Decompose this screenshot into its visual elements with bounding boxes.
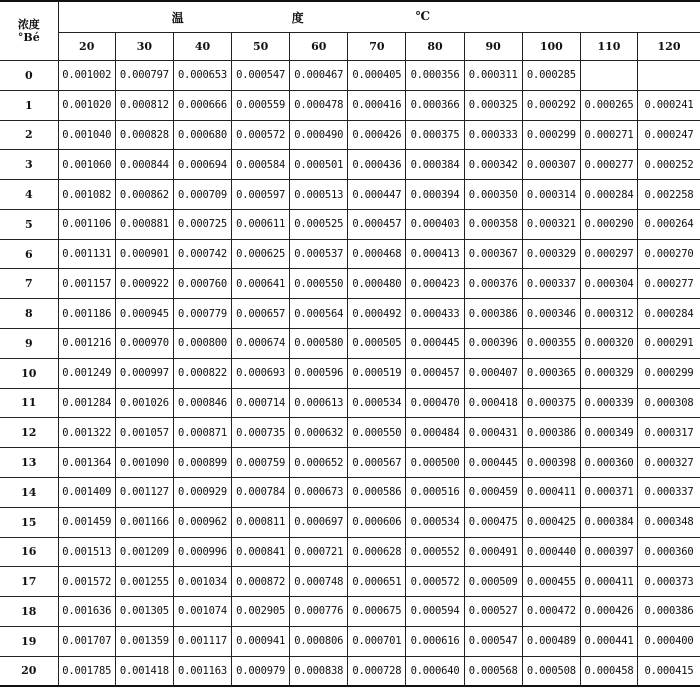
table-cell-value: 0.000290 <box>580 209 637 239</box>
table-cell-value: 0.000509 <box>464 567 522 597</box>
table-cell-value: 0.000440 <box>522 537 580 567</box>
table-cell-value: 0.000537 <box>290 239 348 269</box>
table-cell-value: 0.000311 <box>464 61 522 91</box>
row-label-concentration: 1 <box>0 90 58 120</box>
table-cell-value: 0.000445 <box>406 329 464 359</box>
table-cell-value: 0.000666 <box>173 90 231 120</box>
table-cell-value: 0.000640 <box>406 656 464 686</box>
column-header-temp: 60 <box>290 33 348 61</box>
table-cell-value: 0.000929 <box>173 477 231 507</box>
table-cell-value: 0.000492 <box>348 299 406 329</box>
table-row <box>0 507 700 537</box>
table-cell-value: 0.000748 <box>290 567 348 597</box>
table-cell-value: 0.001249 <box>58 358 115 388</box>
corner-label-unit: °Bé <box>17 31 40 44</box>
table-cell-value: 0.001459 <box>58 507 115 537</box>
table-cell-value: 0.000594 <box>406 597 464 627</box>
table-cell-value: 0.000425 <box>522 507 580 537</box>
table-cell-value: 0.000519 <box>348 358 406 388</box>
table-cell-value: 0.000252 <box>638 150 700 180</box>
column-header-temp: 120 <box>638 33 700 61</box>
table-cell-value: 0.000386 <box>464 299 522 329</box>
table-cell-value: 0.000811 <box>232 507 290 537</box>
column-header-temp: 90 <box>464 33 522 61</box>
column-header-temp: 80 <box>406 33 464 61</box>
table-row <box>0 626 700 656</box>
table-cell-value: 0.000475 <box>464 507 522 537</box>
table-cell-value: 0.000872 <box>232 567 290 597</box>
table-cell-value: 0.001117 <box>173 626 231 656</box>
row-label-concentration: 12 <box>0 418 58 448</box>
table-cell-value: 0.000400 <box>638 626 700 656</box>
table-row <box>0 299 700 329</box>
table-cell-value: 0.000632 <box>290 418 348 448</box>
table-cell-value: 0.000265 <box>580 90 637 120</box>
row-label-concentration: 0 <box>0 61 58 91</box>
table-cell-value: 0.000822 <box>173 358 231 388</box>
table-cell-value: 0.001409 <box>58 477 115 507</box>
table-cell-value: 0.000567 <box>348 448 406 478</box>
table-cell-value: 0.000247 <box>638 120 700 150</box>
table-cell-value: 0.000742 <box>173 239 231 269</box>
table-cell-value: 0.000308 <box>638 388 700 418</box>
table-cell-value: 0.000547 <box>232 61 290 91</box>
table-cell-value: 0.000572 <box>232 120 290 150</box>
table-cell-value: 0.002258 <box>638 180 700 210</box>
table-cell-value: 0.000415 <box>638 656 700 686</box>
table-cell-value: 0.000337 <box>638 477 700 507</box>
table-cell-value: 0.000396 <box>464 329 522 359</box>
table-cell-value: 0.000398 <box>522 448 580 478</box>
table-cell-value: 0.000841 <box>232 537 290 567</box>
table-cell-value: 0.000342 <box>464 150 522 180</box>
table-cell-value: 0.000277 <box>580 150 637 180</box>
table-cell-value: 0.000527 <box>464 597 522 627</box>
table-cell-value: 0.000327 <box>638 448 700 478</box>
table-cell-value: 0.000413 <box>406 239 464 269</box>
table-cell-value: 0.000714 <box>232 388 290 418</box>
table-cell-value: 0.001418 <box>115 656 173 686</box>
table-cell-value: 0.001040 <box>58 120 115 150</box>
table-cell-value: 0.000426 <box>348 120 406 150</box>
table-cell-value: 0.000552 <box>406 537 464 567</box>
table-cell-value: 0.000844 <box>115 150 173 180</box>
table-cell-value: 0.001322 <box>58 418 115 448</box>
table-cell-value: 0.000355 <box>522 329 580 359</box>
table-cell-value: 0.000371 <box>580 477 637 507</box>
column-header-temp: 100 <box>522 33 580 61</box>
table-cell-value: 0.000291 <box>638 329 700 359</box>
table-cell-value: 0.001131 <box>58 239 115 269</box>
table-cell-value: 0.000360 <box>638 537 700 567</box>
table-cell-value: 0.001572 <box>58 567 115 597</box>
table-cell-value: 0.000321 <box>522 209 580 239</box>
table-cell-value: 0.000701 <box>348 626 406 656</box>
table-cell-value: 0.000586 <box>348 477 406 507</box>
table-cell-value: 0.001127 <box>115 477 173 507</box>
table-cell-value: 0.000806 <box>290 626 348 656</box>
table-cell-value: 0.000367 <box>464 239 522 269</box>
table-cell-value: 0.000759 <box>232 448 290 478</box>
row-label-concentration: 6 <box>0 239 58 269</box>
temperature-label-char1: 温 <box>171 11 184 25</box>
table-cell-value: 0.000525 <box>290 209 348 239</box>
table-cell-value: 0.000407 <box>464 358 522 388</box>
table-cell-value: 0.000431 <box>464 418 522 448</box>
table-cell-value: 0.000500 <box>406 448 464 478</box>
table-cell-value: 0.002905 <box>232 597 290 627</box>
table-cell-value: 0.000613 <box>290 388 348 418</box>
table-cell-value: 0.000657 <box>232 299 290 329</box>
table-cell-value <box>580 61 637 91</box>
table-cell-value: 0.000871 <box>173 418 231 448</box>
table-cell-value: 0.000784 <box>232 477 290 507</box>
table-cell-value: 0.000264 <box>638 209 700 239</box>
table-cell-value: 0.000828 <box>115 120 173 150</box>
table-cell-value: 0.001255 <box>115 567 173 597</box>
table-cell-value: 0.000307 <box>522 150 580 180</box>
table-cell-value: 0.001002 <box>58 61 115 91</box>
row-label-concentration: 5 <box>0 209 58 239</box>
table-cell-value <box>638 61 700 91</box>
table-cell-value: 0.000436 <box>348 150 406 180</box>
table-cell-value: 0.000641 <box>232 269 290 299</box>
table-cell-value: 0.000455 <box>522 567 580 597</box>
table-cell-value: 0.000652 <box>290 448 348 478</box>
row-label-concentration: 2 <box>0 120 58 150</box>
table-cell-value: 0.000472 <box>522 597 580 627</box>
table-cell-value: 0.000470 <box>406 388 464 418</box>
table-cell-value: 0.000426 <box>580 597 637 627</box>
column-header-temp: 70 <box>348 33 406 61</box>
table-cell-value: 0.000358 <box>464 209 522 239</box>
table-cell-value: 0.000534 <box>406 507 464 537</box>
table-cell-value: 0.000797 <box>115 61 173 91</box>
table-cell-value: 0.000513 <box>290 180 348 210</box>
table-row <box>0 150 700 180</box>
table-cell-value: 0.000445 <box>464 448 522 478</box>
table-cell-value: 0.000611 <box>232 209 290 239</box>
table-cell-value: 0.000996 <box>173 537 231 567</box>
column-header-temp: 30 <box>115 33 173 61</box>
table-cell-value: 0.000447 <box>348 180 406 210</box>
table-cell-value: 0.000490 <box>290 120 348 150</box>
table-cell-value: 0.000776 <box>290 597 348 627</box>
temperature-header <box>58 1 700 33</box>
table-cell-value: 0.000559 <box>232 90 290 120</box>
table-row <box>0 120 700 150</box>
table-cell-value: 0.000376 <box>464 269 522 299</box>
table-cell-value: 0.000468 <box>348 239 406 269</box>
row-label-concentration: 18 <box>0 597 58 627</box>
table-cell-value: 0.000339 <box>580 388 637 418</box>
table-row <box>0 418 700 448</box>
table-cell-value: 0.000572 <box>406 567 464 597</box>
table-cell-value: 0.001082 <box>58 180 115 210</box>
table-cell-value: 0.001166 <box>115 507 173 537</box>
table-cell-value: 0.000423 <box>406 269 464 299</box>
table-cell-value: 0.000694 <box>173 150 231 180</box>
temperature-label-char2: 度 <box>291 11 304 25</box>
row-label-concentration: 16 <box>0 537 58 567</box>
table-cell-value: 0.001106 <box>58 209 115 239</box>
table-cell-value: 0.000384 <box>580 507 637 537</box>
table-cell-value: 0.000411 <box>522 477 580 507</box>
table-cell-value: 0.000597 <box>232 180 290 210</box>
row-label-concentration: 19 <box>0 626 58 656</box>
row-label-concentration: 4 <box>0 180 58 210</box>
table-cell-value: 0.000346 <box>522 299 580 329</box>
table-cell-value: 0.000997 <box>115 358 173 388</box>
table-cell-value: 0.000403 <box>406 209 464 239</box>
table-cell-value: 0.000304 <box>580 269 637 299</box>
table-cell-value: 0.001186 <box>58 299 115 329</box>
table-row <box>0 180 700 210</box>
table-cell-value: 0.000675 <box>348 597 406 627</box>
table-cell-value: 0.000299 <box>522 120 580 150</box>
table-cell-value: 0.000812 <box>115 90 173 120</box>
row-label-concentration: 17 <box>0 567 58 597</box>
table-cell-value: 0.000386 <box>522 418 580 448</box>
table-cell-value: 0.000320 <box>580 329 637 359</box>
row-label-concentration: 8 <box>0 299 58 329</box>
table-cell-value: 0.000979 <box>232 656 290 686</box>
table-cell-value: 0.001026 <box>115 388 173 418</box>
corner-label-concentration: 浓度 <box>17 18 40 31</box>
table-cell-value: 0.000564 <box>290 299 348 329</box>
table-cell-value: 0.000416 <box>348 90 406 120</box>
table-cell-value: 0.000337 <box>522 269 580 299</box>
table-cell-value: 0.000386 <box>638 597 700 627</box>
table-cell-value: 0.000333 <box>464 120 522 150</box>
column-header-temp: 50 <box>232 33 290 61</box>
row-label-concentration: 7 <box>0 269 58 299</box>
table-cell-value: 0.000457 <box>348 209 406 239</box>
table-cell-value: 0.000580 <box>290 329 348 359</box>
table-cell-value: 0.000653 <box>173 61 231 91</box>
table-cell-value: 0.000375 <box>406 120 464 150</box>
table-cell-value: 0.000297 <box>580 239 637 269</box>
table-cell-value: 0.000373 <box>638 567 700 597</box>
table-cell-value: 0.001359 <box>115 626 173 656</box>
header-row-span <box>0 1 700 33</box>
table-cell-value: 0.000489 <box>522 626 580 656</box>
table-cell-value: 0.000680 <box>173 120 231 150</box>
table-cell-value: 0.000317 <box>638 418 700 448</box>
table-cell-value: 0.001364 <box>58 448 115 478</box>
table-cell-value: 0.000800 <box>173 329 231 359</box>
table-cell-value: 0.000674 <box>232 329 290 359</box>
header-row-columns <box>0 33 700 61</box>
table-cell-value: 0.000459 <box>464 477 522 507</box>
table-cell-value: 0.000616 <box>406 626 464 656</box>
table-cell-value: 0.000241 <box>638 90 700 120</box>
table-row <box>0 329 700 359</box>
table-cell-value: 0.001513 <box>58 537 115 567</box>
table-row <box>0 597 700 627</box>
table-cell-value: 0.001785 <box>58 656 115 686</box>
table-cell-value: 0.001209 <box>115 537 173 567</box>
table-cell-value: 0.000901 <box>115 239 173 269</box>
table-cell-value: 0.000356 <box>406 61 464 91</box>
table-cell-value: 0.000285 <box>522 61 580 91</box>
table-cell-value: 0.001090 <box>115 448 173 478</box>
table-row <box>0 358 700 388</box>
table-cell-value: 0.000941 <box>232 626 290 656</box>
table-cell-value: 0.000350 <box>464 180 522 210</box>
table-cell-value: 0.001163 <box>173 656 231 686</box>
table-cell-value: 0.000418 <box>464 388 522 418</box>
table-cell-value: 0.001034 <box>173 567 231 597</box>
table-cell-value: 0.000467 <box>290 61 348 91</box>
table-cell-value: 0.000725 <box>173 209 231 239</box>
table-row <box>0 239 700 269</box>
table-cell-value: 0.000375 <box>522 388 580 418</box>
table-cell-value: 0.000299 <box>638 358 700 388</box>
table-cell-value: 0.000508 <box>522 656 580 686</box>
table-cell-value: 0.000550 <box>290 269 348 299</box>
table-row <box>0 61 700 91</box>
table-cell-value: 0.000693 <box>232 358 290 388</box>
corner-header <box>0 1 58 61</box>
row-label-concentration: 9 <box>0 329 58 359</box>
table-cell-value: 0.000491 <box>464 537 522 567</box>
table-cell-value: 0.000480 <box>348 269 406 299</box>
table-cell-value: 0.000970 <box>115 329 173 359</box>
table-cell-value: 0.000270 <box>638 239 700 269</box>
table-cell-value: 0.000709 <box>173 180 231 210</box>
table-cell-value: 0.000922 <box>115 269 173 299</box>
table-cell-value: 0.001636 <box>58 597 115 627</box>
table-cell-value: 0.000838 <box>290 656 348 686</box>
table-cell-value: 0.000606 <box>348 507 406 537</box>
table-cell-value: 0.000360 <box>580 448 637 478</box>
table-cell-value: 0.000458 <box>580 656 637 686</box>
table-cell-value: 0.000349 <box>580 418 637 448</box>
column-header-temp: 110 <box>580 33 637 61</box>
table-cell-value: 0.000478 <box>290 90 348 120</box>
temperature-label-unit: ℃ <box>415 9 431 23</box>
table-cell-value: 0.000329 <box>522 239 580 269</box>
table-cell-value: 0.000505 <box>348 329 406 359</box>
row-label-concentration: 14 <box>0 477 58 507</box>
table-cell-value: 0.001060 <box>58 150 115 180</box>
table-cell-value: 0.001216 <box>58 329 115 359</box>
table-cell-value: 0.001305 <box>115 597 173 627</box>
table-cell-value: 0.000271 <box>580 120 637 150</box>
table-cell-value: 0.000721 <box>290 537 348 567</box>
table-cell-value: 0.000405 <box>348 61 406 91</box>
table-body <box>0 61 700 687</box>
table-cell-value: 0.000441 <box>580 626 637 656</box>
table-cell-value: 0.001020 <box>58 90 115 120</box>
row-label-concentration: 11 <box>0 388 58 418</box>
table-cell-value: 0.000384 <box>406 150 464 180</box>
table-cell-value: 0.000550 <box>348 418 406 448</box>
table-cell-value: 0.000397 <box>580 537 637 567</box>
table-row <box>0 209 700 239</box>
table-cell-value: 0.001057 <box>115 418 173 448</box>
column-header-temp: 20 <box>58 33 115 61</box>
table-cell-value: 0.000277 <box>638 269 700 299</box>
table-cell-value: 0.000899 <box>173 448 231 478</box>
table-cell-value: 0.000394 <box>406 180 464 210</box>
table-cell-value: 0.000945 <box>115 299 173 329</box>
table-cell-value: 0.000568 <box>464 656 522 686</box>
table-cell-value: 0.000881 <box>115 209 173 239</box>
table-cell-value: 0.000365 <box>522 358 580 388</box>
table-cell-value: 0.000862 <box>115 180 173 210</box>
table-cell-value: 0.000457 <box>406 358 464 388</box>
table-cell-value: 0.000314 <box>522 180 580 210</box>
row-label-concentration: 20 <box>0 656 58 686</box>
table-row <box>0 537 700 567</box>
table-cell-value: 0.000760 <box>173 269 231 299</box>
table-row <box>0 269 700 299</box>
table-cell-value: 0.000284 <box>580 180 637 210</box>
row-label-concentration: 10 <box>0 358 58 388</box>
table-row <box>0 388 700 418</box>
column-header-temp: 40 <box>173 33 231 61</box>
table-cell-value: 0.000735 <box>232 418 290 448</box>
table-cell-value: 0.000292 <box>522 90 580 120</box>
table-cell-value: 0.001074 <box>173 597 231 627</box>
table-cell-value: 0.000501 <box>290 150 348 180</box>
table-cell-value: 0.000329 <box>580 358 637 388</box>
table-cell-value: 0.000596 <box>290 358 348 388</box>
table-cell-value: 0.000516 <box>406 477 464 507</box>
table-cell-value: 0.001707 <box>58 626 115 656</box>
table-row <box>0 448 700 478</box>
table-cell-value: 0.001157 <box>58 269 115 299</box>
table-row <box>0 656 700 686</box>
row-label-concentration: 13 <box>0 448 58 478</box>
row-label-concentration: 15 <box>0 507 58 537</box>
table-cell-value: 0.000673 <box>290 477 348 507</box>
table-cell-value: 0.000651 <box>348 567 406 597</box>
table-cell-value: 0.000628 <box>348 537 406 567</box>
table-row <box>0 477 700 507</box>
table-cell-value: 0.000962 <box>173 507 231 537</box>
table-cell-value: 0.000697 <box>290 507 348 537</box>
table-cell-value: 0.000534 <box>348 388 406 418</box>
table-cell-value: 0.000284 <box>638 299 700 329</box>
table-row <box>0 567 700 597</box>
table-cell-value: 0.000779 <box>173 299 231 329</box>
table-cell-value: 0.000846 <box>173 388 231 418</box>
row-label-concentration: 3 <box>0 150 58 180</box>
table-cell-value: 0.000547 <box>464 626 522 656</box>
table-cell-value: 0.000433 <box>406 299 464 329</box>
table-cell-value: 0.000484 <box>406 418 464 448</box>
table-row <box>0 90 700 120</box>
table-cell-value: 0.001284 <box>58 388 115 418</box>
table-cell-value: 0.000584 <box>232 150 290 180</box>
table-cell-value: 0.000366 <box>406 90 464 120</box>
table-cell-value: 0.000348 <box>638 507 700 537</box>
table-cell-value: 0.000411 <box>580 567 637 597</box>
table-cell-value: 0.000625 <box>232 239 290 269</box>
table-cell-value: 0.000325 <box>464 90 522 120</box>
table-cell-value: 0.000728 <box>348 656 406 686</box>
table-cell-value: 0.000312 <box>580 299 637 329</box>
